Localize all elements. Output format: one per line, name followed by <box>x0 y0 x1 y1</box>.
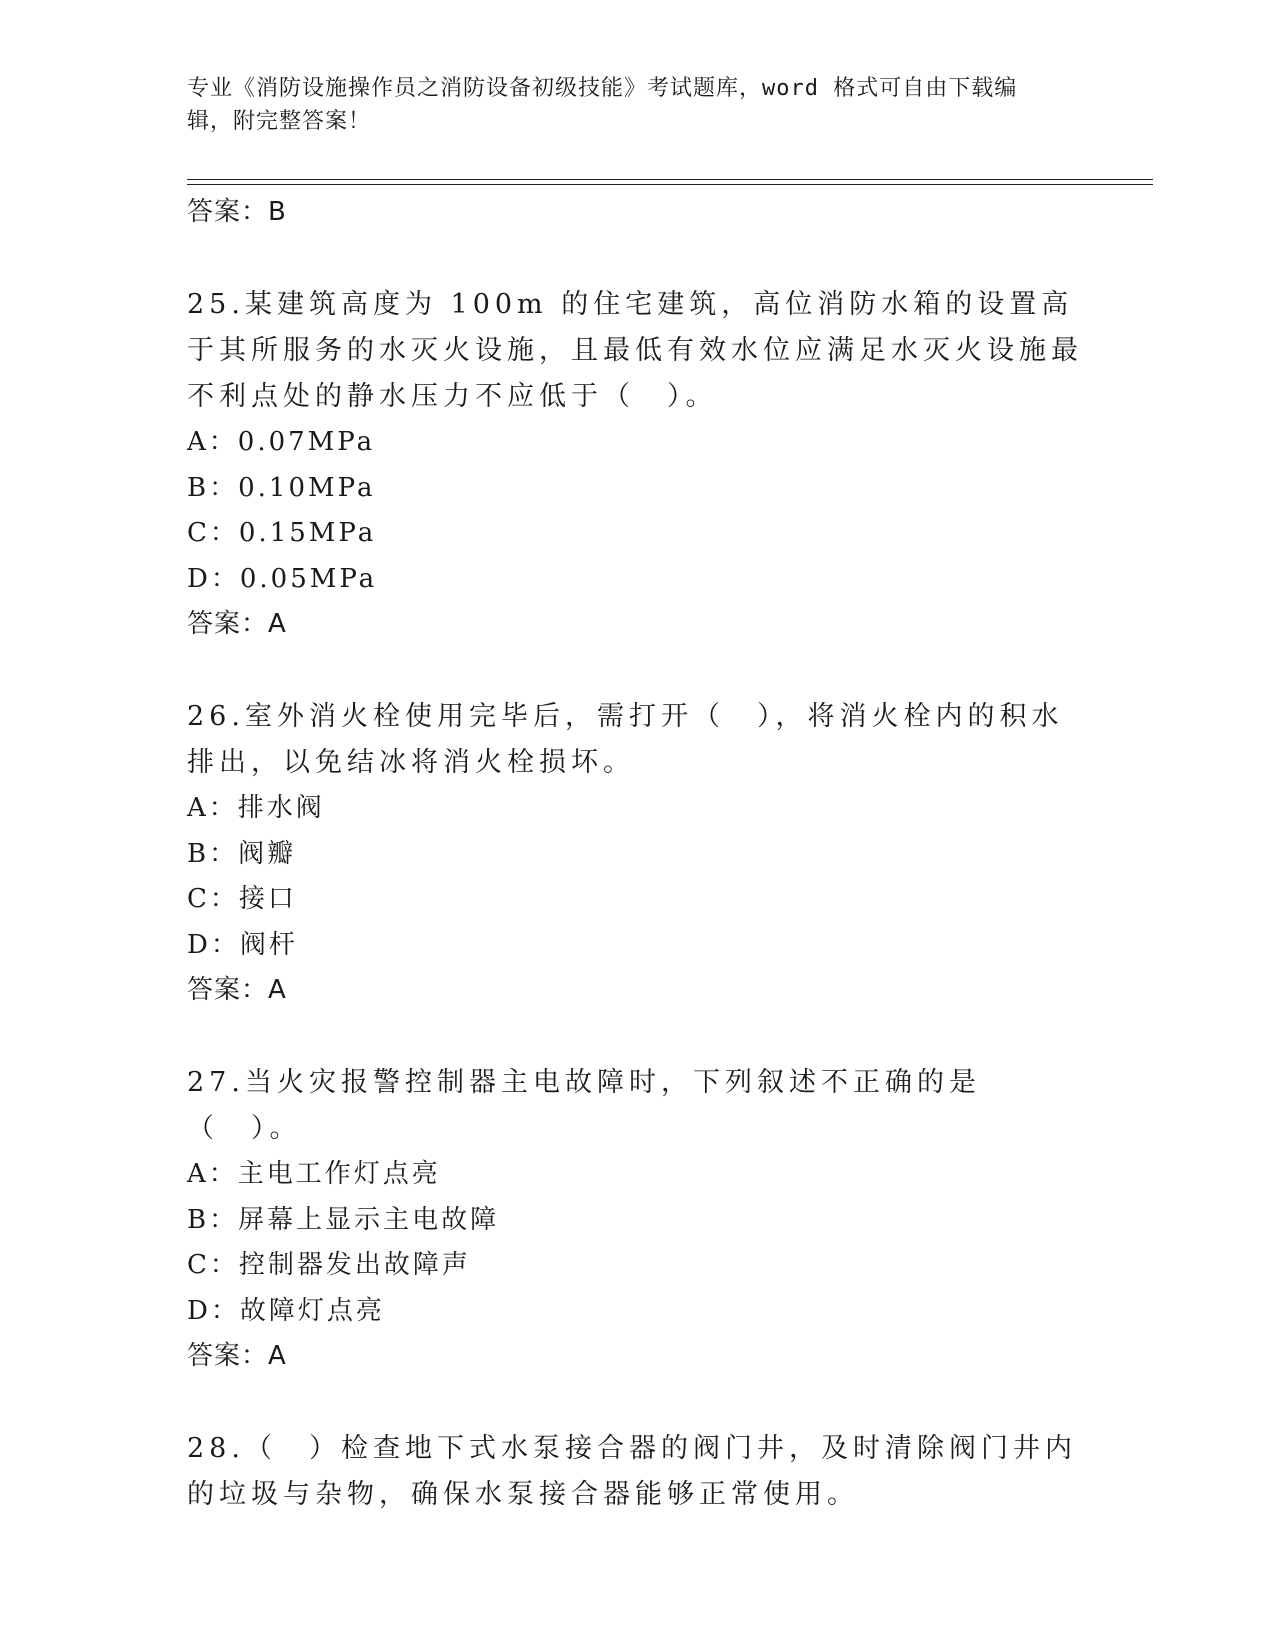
spacer <box>187 646 1087 694</box>
option-c: C：控制器发出故障声 <box>187 1250 471 1280</box>
question-27 <box>187 1060 1087 1378</box>
option-a: A：0.07MPa <box>187 427 376 457</box>
question-28 <box>187 1426 1087 1518</box>
answer-label: 答案：A <box>187 975 287 1005</box>
spacer <box>187 234 1087 282</box>
answer-label: 答案：A <box>187 609 287 639</box>
question-25 <box>187 282 1087 646</box>
option-c: C：0.15MPa <box>187 518 377 548</box>
option-b: B：0.10MPa <box>187 472 376 503</box>
spacer <box>187 1378 1087 1426</box>
question-stem: 28.（ ）检查地下式水泵接合器的阀门井，及时清除阀门井内的垃圾与杂物，确保水泵接合器能够正常使用。 <box>187 1433 1077 1510</box>
option-c: C：接口 <box>187 884 297 914</box>
option-d: D：故障灯点亮 <box>187 1295 385 1326</box>
document-header <box>187 72 1067 138</box>
header-divider-secondary <box>187 184 1153 185</box>
header-line-1: 专业《消防设施操作员之消防设备初级技能》考试题库，word 格式可自由下载编 <box>187 76 1018 101</box>
header-divider <box>187 179 1153 180</box>
question-list <box>187 190 1087 1518</box>
header-line-2: 辑，附完整答案！ <box>187 109 372 134</box>
option-d: D：阀杆 <box>187 929 298 960</box>
option-a: A：排水阀 <box>187 793 325 823</box>
answer-label: 答案：A <box>187 1341 287 1371</box>
option-b: B：屏幕上显示主电故障 <box>187 1204 500 1235</box>
answer-label: 答案：B <box>187 197 287 227</box>
question-stem: 25.某建筑高度为 100m 的住宅建筑，高位消防水箱的设置高于其所服务的水灭火设施，且最低有效水位应满足水灭火设施最不利点处的静水压力不应低于（ ）。 <box>187 289 1083 412</box>
option-a: A：主电工作灯点亮 <box>187 1159 441 1189</box>
question-stem: 26.室外消火栓使用完毕后，需打开（ ），将消火栓内的积水排出，以免结冰将消火栓损坏。 <box>187 701 1064 778</box>
question-stem: 27.当火灾报警控制器主电故障时，下列叙述不正确的是（ ）。 <box>187 1067 981 1144</box>
option-b: B：阀瓣 <box>187 838 297 869</box>
question-26 <box>187 694 1087 1012</box>
spacer <box>187 1012 1087 1060</box>
option-d: D：0.05MPa <box>187 563 378 594</box>
